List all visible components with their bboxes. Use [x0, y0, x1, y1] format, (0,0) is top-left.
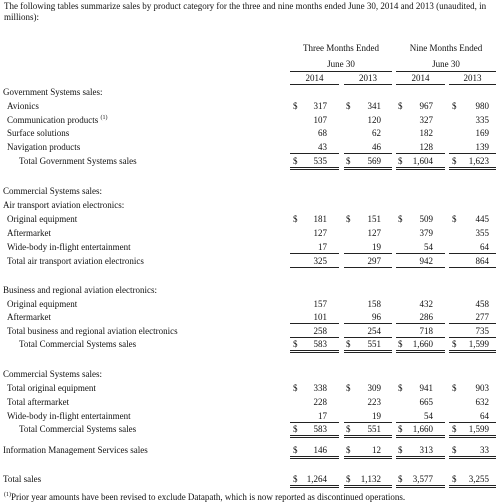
currency-symbol: $	[346, 339, 351, 349]
currency-symbol: $	[452, 445, 457, 455]
cell-value: 146	[313, 445, 327, 455]
row-label	[3, 368, 102, 380]
header-year: 2013	[359, 73, 377, 83]
rule-line	[449, 435, 496, 438]
cell-value: 46	[372, 142, 381, 152]
row-label	[7, 298, 77, 310]
cell-value: 96	[372, 312, 381, 322]
rule-line	[396, 153, 445, 154]
cell-value: 355	[475, 228, 489, 238]
cell-value: 19	[372, 411, 381, 421]
cell-value: 509	[419, 214, 433, 224]
currency-symbol: $	[346, 214, 351, 224]
cell-value: 1,660	[412, 339, 433, 349]
row-label-text: Total aftermarket	[7, 397, 70, 407]
currency-symbol: $	[398, 339, 403, 349]
cell-value: 327	[419, 115, 433, 125]
cell-value: 941	[419, 383, 433, 393]
header-year: 2014	[411, 73, 430, 83]
row-label	[7, 100, 39, 112]
row-label-text: Total air transport aviation electronics	[7, 256, 144, 266]
rule-line	[396, 323, 445, 324]
currency-symbol: $	[452, 156, 457, 166]
cell-value: 569	[367, 156, 381, 166]
cell-value: 17	[318, 411, 327, 421]
row-label	[19, 423, 136, 435]
cell-value: 665	[419, 397, 433, 407]
row-label-text: Total original equipment	[7, 383, 96, 393]
cell-value: 341	[367, 101, 381, 111]
cell-value: 101	[313, 312, 327, 322]
row-label-text: Total sales	[3, 474, 42, 484]
rule-line	[449, 253, 496, 254]
row-label-text: Business and regional aviation electronics:	[3, 285, 157, 295]
row-label	[3, 185, 102, 197]
header-year-rule	[344, 84, 392, 85]
cell-value: 223	[367, 397, 381, 407]
rule-line	[344, 267, 392, 268]
row-label	[7, 396, 69, 408]
row-label-text: Communication products	[7, 115, 99, 125]
cell-value: 158	[367, 299, 381, 309]
cell-value: 157	[313, 299, 327, 309]
currency-symbol: $	[452, 101, 457, 111]
currency-symbol: $	[346, 383, 351, 393]
currency-symbol: $	[398, 101, 403, 111]
footnote-text: Prior year amounts have been revised to exclude Datapath, which is now reported as discontinued operations.	[11, 492, 406, 502]
row-label-text: Total business and regional aviation electronics	[7, 326, 178, 336]
header-year-rule	[396, 84, 445, 85]
cell-value: 313	[419, 445, 433, 455]
rule-line	[344, 435, 392, 438]
cell-value: 335	[475, 115, 489, 125]
rule-line	[396, 167, 445, 170]
rule-line	[290, 323, 339, 324]
rule-line	[344, 323, 392, 324]
row-label	[7, 114, 108, 126]
rule-line	[449, 456, 496, 459]
rule-line	[344, 350, 392, 353]
row-label-text: Wide-body in-flight entertainment	[7, 411, 131, 421]
cell-value: 151	[367, 214, 381, 224]
cell-value: 718	[419, 326, 433, 336]
cell-value: 309	[367, 383, 381, 393]
cell-value: 735	[475, 326, 489, 336]
header-june30: June 30	[327, 59, 355, 69]
header-rule	[396, 71, 496, 72]
rule-line	[449, 323, 496, 324]
row-label-text: Total Commercial Systems sales	[19, 339, 137, 349]
header-june30: June 30	[432, 59, 460, 69]
cell-value: 379	[419, 228, 433, 238]
cell-value: 181	[313, 214, 327, 224]
cell-value: 128	[419, 142, 433, 152]
currency-symbol: $	[398, 474, 403, 484]
cell-value: 64	[480, 411, 489, 421]
cell-value: 317	[313, 101, 327, 111]
row-label-text: Government Systems sales:	[3, 87, 103, 97]
header-year: 2013	[463, 73, 482, 83]
rule-line	[396, 485, 445, 488]
cell-value: 1,604	[412, 156, 433, 166]
row-label	[7, 410, 131, 422]
cell-value: 864	[475, 256, 489, 266]
cell-value: 12	[372, 445, 381, 455]
row-label-text: Commercial Systems sales:	[3, 369, 102, 379]
cell-value: 107	[313, 115, 327, 125]
cell-value: 120	[367, 115, 381, 125]
cell-value: 297	[367, 256, 381, 266]
cell-value: 169	[475, 128, 489, 138]
cell-value: 127	[313, 228, 327, 238]
rule-line	[449, 485, 496, 488]
cell-value: 1,623	[468, 156, 489, 166]
currency-symbol: $	[398, 383, 403, 393]
cell-value: 338	[313, 383, 327, 393]
header-year-rule	[290, 84, 339, 85]
rule-line	[344, 253, 392, 254]
rule-line	[290, 435, 339, 438]
cell-value: 54	[424, 411, 433, 421]
row-label-text: Aftermarket	[7, 228, 51, 238]
footnote	[4, 492, 405, 503]
cell-value: 19	[372, 242, 381, 252]
row-label	[7, 227, 51, 239]
row-label-text: Wide-body in-flight entertainment	[7, 242, 131, 252]
row-label-text: Total Commercial Systems sales	[19, 424, 137, 434]
header-year-rule	[449, 84, 496, 85]
cell-value: 286	[419, 312, 433, 322]
rule-line	[290, 456, 339, 459]
cell-value: 535	[313, 156, 327, 166]
row-label	[19, 155, 137, 167]
rule-line	[449, 350, 496, 353]
currency-symbol: $	[346, 445, 351, 455]
currency-symbol: $	[452, 383, 457, 393]
currency-symbol: $	[293, 445, 298, 455]
row-label	[19, 338, 136, 350]
rule-line	[449, 267, 496, 268]
currency-symbol: $	[398, 445, 403, 455]
currency-symbol: $	[452, 424, 457, 434]
cell-value: 458	[475, 299, 489, 309]
currency-symbol: $	[293, 339, 298, 349]
rule-line	[344, 153, 392, 154]
rule-line	[344, 456, 392, 459]
cell-value: 980	[475, 101, 489, 111]
row-label-text: Avionics	[7, 101, 39, 111]
cell-value: 33	[480, 445, 489, 455]
cell-value: 182	[419, 128, 433, 138]
cell-value: 254	[367, 326, 381, 336]
cell-value: 43	[318, 142, 327, 152]
header-rule	[290, 71, 392, 72]
currency-symbol: $	[398, 424, 403, 434]
row-label	[7, 325, 178, 337]
row-label-text: Navigation products	[7, 142, 81, 152]
row-label-text: Air transport aviation electronics:	[3, 200, 125, 210]
cell-value: 325	[313, 256, 327, 266]
currency-symbol: $	[452, 474, 457, 484]
currency-symbol: $	[346, 474, 351, 484]
rule-line	[449, 153, 496, 154]
row-label	[3, 284, 157, 296]
currency-symbol: $	[293, 424, 298, 434]
row-label-text: Information Management Services sales	[3, 445, 148, 455]
row-label	[7, 382, 96, 394]
rule-line	[396, 253, 445, 254]
rule-line	[344, 485, 392, 488]
cell-value: 17	[318, 242, 327, 252]
currency-symbol: $	[452, 214, 457, 224]
cell-value: 445	[475, 214, 489, 224]
rule-line	[449, 167, 496, 170]
header-three-months: Three Months Ended	[303, 43, 379, 53]
rule-line	[290, 167, 339, 170]
currency-symbol: $	[346, 424, 351, 434]
rule-line	[396, 267, 445, 268]
currency-symbol: $	[346, 156, 351, 166]
cell-value: 551	[367, 339, 381, 349]
rule-line	[396, 350, 445, 353]
rule-line	[290, 267, 339, 268]
cell-value: 583	[313, 339, 327, 349]
footnote-marker: (1)	[4, 492, 11, 498]
header-year: 2014	[305, 73, 324, 83]
cell-value: 139	[475, 142, 489, 152]
row-label	[7, 255, 144, 267]
row-label	[7, 141, 80, 153]
row-label	[3, 86, 103, 98]
cell-value: 903	[475, 383, 489, 393]
row-label-text: Aftermarket	[7, 312, 51, 322]
currency-symbol: $	[346, 101, 351, 111]
cell-value: 127	[367, 228, 381, 238]
cell-value: 54	[424, 242, 433, 252]
currency-symbol: $	[293, 214, 298, 224]
cell-value: 632	[475, 397, 489, 407]
currency-symbol: $	[293, 156, 298, 166]
row-label-text: Surface solutions	[7, 128, 70, 138]
cell-value: 1,660	[412, 424, 433, 434]
cell-value: 1,132	[360, 474, 381, 484]
row-label	[3, 444, 148, 456]
rule-line	[290, 350, 339, 353]
currency-symbol: $	[293, 474, 298, 484]
row-label-text: Commercial Systems sales:	[3, 186, 102, 196]
currency-symbol: $	[398, 156, 403, 166]
currency-symbol: $	[293, 383, 298, 393]
cell-value: 3,255	[468, 474, 489, 484]
cell-value: 942	[419, 256, 433, 266]
cell-value: 64	[480, 242, 489, 252]
cell-value: 68	[318, 128, 327, 138]
cell-value: 258	[313, 326, 327, 336]
currency-symbol: $	[398, 214, 403, 224]
row-label-text: Total Government Systems sales	[19, 156, 137, 166]
rule-line	[290, 485, 339, 488]
cell-value: 277	[475, 312, 489, 322]
currency-symbol: $	[452, 339, 457, 349]
cell-value: 3,577	[412, 474, 433, 484]
cell-value: 1,599	[468, 424, 489, 434]
rule-line	[290, 153, 339, 154]
row-label-text: Original equipment	[7, 214, 78, 224]
row-label	[3, 473, 41, 485]
footnote-ref: (1)	[100, 115, 108, 121]
intro-paragraph: The following tables summarize sales by product category for the three and nine months ended June 30, 2014 and 2013 (unaudited, in millions):	[4, 1, 487, 22]
cell-value: 551	[367, 424, 381, 434]
row-label-text: Original equipment	[7, 299, 78, 309]
cell-value: 967	[419, 101, 433, 111]
row-label	[7, 127, 69, 139]
row-label	[7, 241, 131, 253]
cell-value: 432	[419, 299, 433, 309]
rule-line	[396, 435, 445, 438]
row-label	[7, 213, 77, 225]
currency-symbol: $	[293, 101, 298, 111]
rule-line	[344, 167, 392, 170]
cell-value: 62	[372, 128, 381, 138]
cell-value: 583	[313, 424, 327, 434]
rule-line	[396, 456, 445, 459]
row-label	[3, 199, 124, 211]
header-nine-months: Nine Months Ended	[409, 43, 483, 53]
row-label	[7, 311, 51, 323]
cell-value: 1,264	[306, 474, 327, 484]
cell-value: 228	[313, 397, 327, 407]
rule-line	[290, 253, 339, 254]
cell-value: 1,599	[468, 339, 489, 349]
